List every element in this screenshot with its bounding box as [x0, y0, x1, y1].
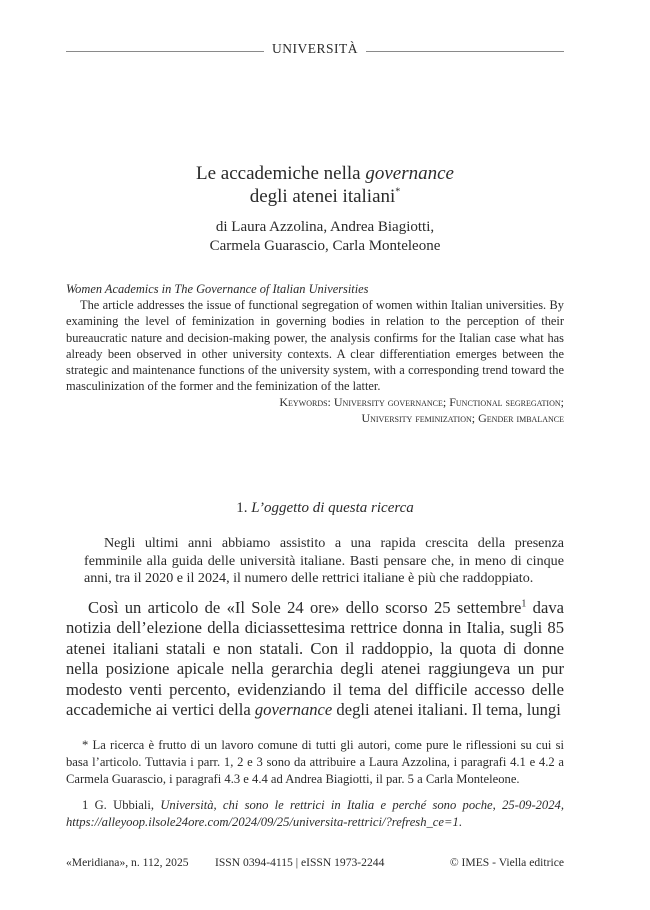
section-number: 1. — [236, 500, 252, 516]
title-line-2 — [0, 185, 650, 208]
header-section-label: UNIVERSITÀ — [272, 41, 358, 56]
running-header — [66, 40, 564, 60]
keywords-line-1: Keywords: University governance; Functional segregation; — [279, 395, 564, 410]
footer-issn: ISSN 0394-4115 | eISSN 1973-2244 — [215, 856, 385, 869]
authors-line-1: di Laura Azzolina, Andrea Biagiotti, — [215, 219, 435, 235]
title-line-1 — [0, 162, 650, 185]
footnote-ref-1[interactable]: 1 — [521, 598, 527, 610]
footer-journal: «Meridiana», n. 112, 2025 — [66, 856, 189, 869]
abstract-body: The article addresses the issue of functional segregation of women within Italian universities. By examining the level of feminization in governing bodies in relation to the perception of their bureaucratic nature and decision-making power, the analysis confirms for the Italian case what has already been observed in other university contexts. A clear differentiation emerges between the strategic and maintenance functions of the university system, with a corresponding trend toward the masculinization of the former and the feminization of the latter. — [66, 298, 564, 394]
body-text-1: Così un articolo de «Il Sole 24 ore» dello scorso 25 settembre — [88, 598, 522, 617]
section-title: L’oggetto di questa ricerca — [251, 500, 414, 516]
article-title — [0, 162, 650, 208]
abstract-title: Women Academics in The Governance of Italian Universities — [66, 282, 369, 296]
keywords-line-2: University feminization; Gender imbalance — [361, 411, 564, 426]
body-italic: governance — [254, 700, 333, 720]
header-rule-right — [366, 51, 564, 52]
title-footnote-mark[interactable]: * — [395, 186, 401, 198]
title-text: Le accademiche nella — [196, 163, 366, 184]
abstract — [66, 281, 564, 426]
body-text-3: degli atenei italiani. Il tema, lungi — [332, 700, 561, 720]
authors — [0, 218, 650, 256]
footer-publisher: © IMES - Viella editrice — [449, 856, 564, 869]
body-paragraph — [66, 598, 564, 720]
section-heading — [0, 500, 650, 517]
intro-paragraph: Negli ultimi anni abbiamo assistito a una rapida crescita della presenza femminile alla guida delle università italiane. Basti pensare che, in meno di cinque anni, tra il 2020 e il 2024, il numero delle rettrici italiane è più che raddoppiato. — [84, 535, 564, 587]
footnote-1-italic[interactable]: Università, chi sono le rettrici in Italia e perché sono poche, 25-09-2024, https://alleyoop.ilsole24ore.com/2024/09/25/universita-rettrici/?refresh_ce=1 — [66, 798, 564, 829]
footnote-1 — [66, 797, 564, 831]
footnote-star: * La ricerca è frutto di un lavoro comune di tutti gli autori, come pure le riflessioni su cui si basa l’articolo. Tuttavia i parr. 1, 2 e 3 sono da attribuire a Laura Azzolina, i paragrafi 4.1 e 4.2 a Carmela Guarascio, i paragrafi 4.3 e 4.4 ad Andrea Biagiotti, il par. 5 a Carla Monteleone. — [66, 738, 564, 786]
page-footer — [66, 856, 564, 872]
title-italic: governance — [365, 163, 454, 184]
body-text-2: dava notizia dell’elezione della diciassettesima rettrice donna in Italia, sugli 85 atenei italiani statali e non statali. Con il raddoppio, la quota di donne nella posizione apicale nella gerarchia degli atenei raggiungeva un pur modesto venti percento, evidenziando il tema del difficile accesso delle accademiche ai vertici della — [66, 598, 564, 720]
footnote-1-end: . — [458, 815, 462, 829]
title-text-2: degli atenei italiani — [249, 186, 396, 207]
footnote-1-text: 1 G. Ubbiali, — [82, 798, 161, 812]
authors-line-2: Carmela Guarascio, Carla Monteleone — [209, 238, 441, 254]
